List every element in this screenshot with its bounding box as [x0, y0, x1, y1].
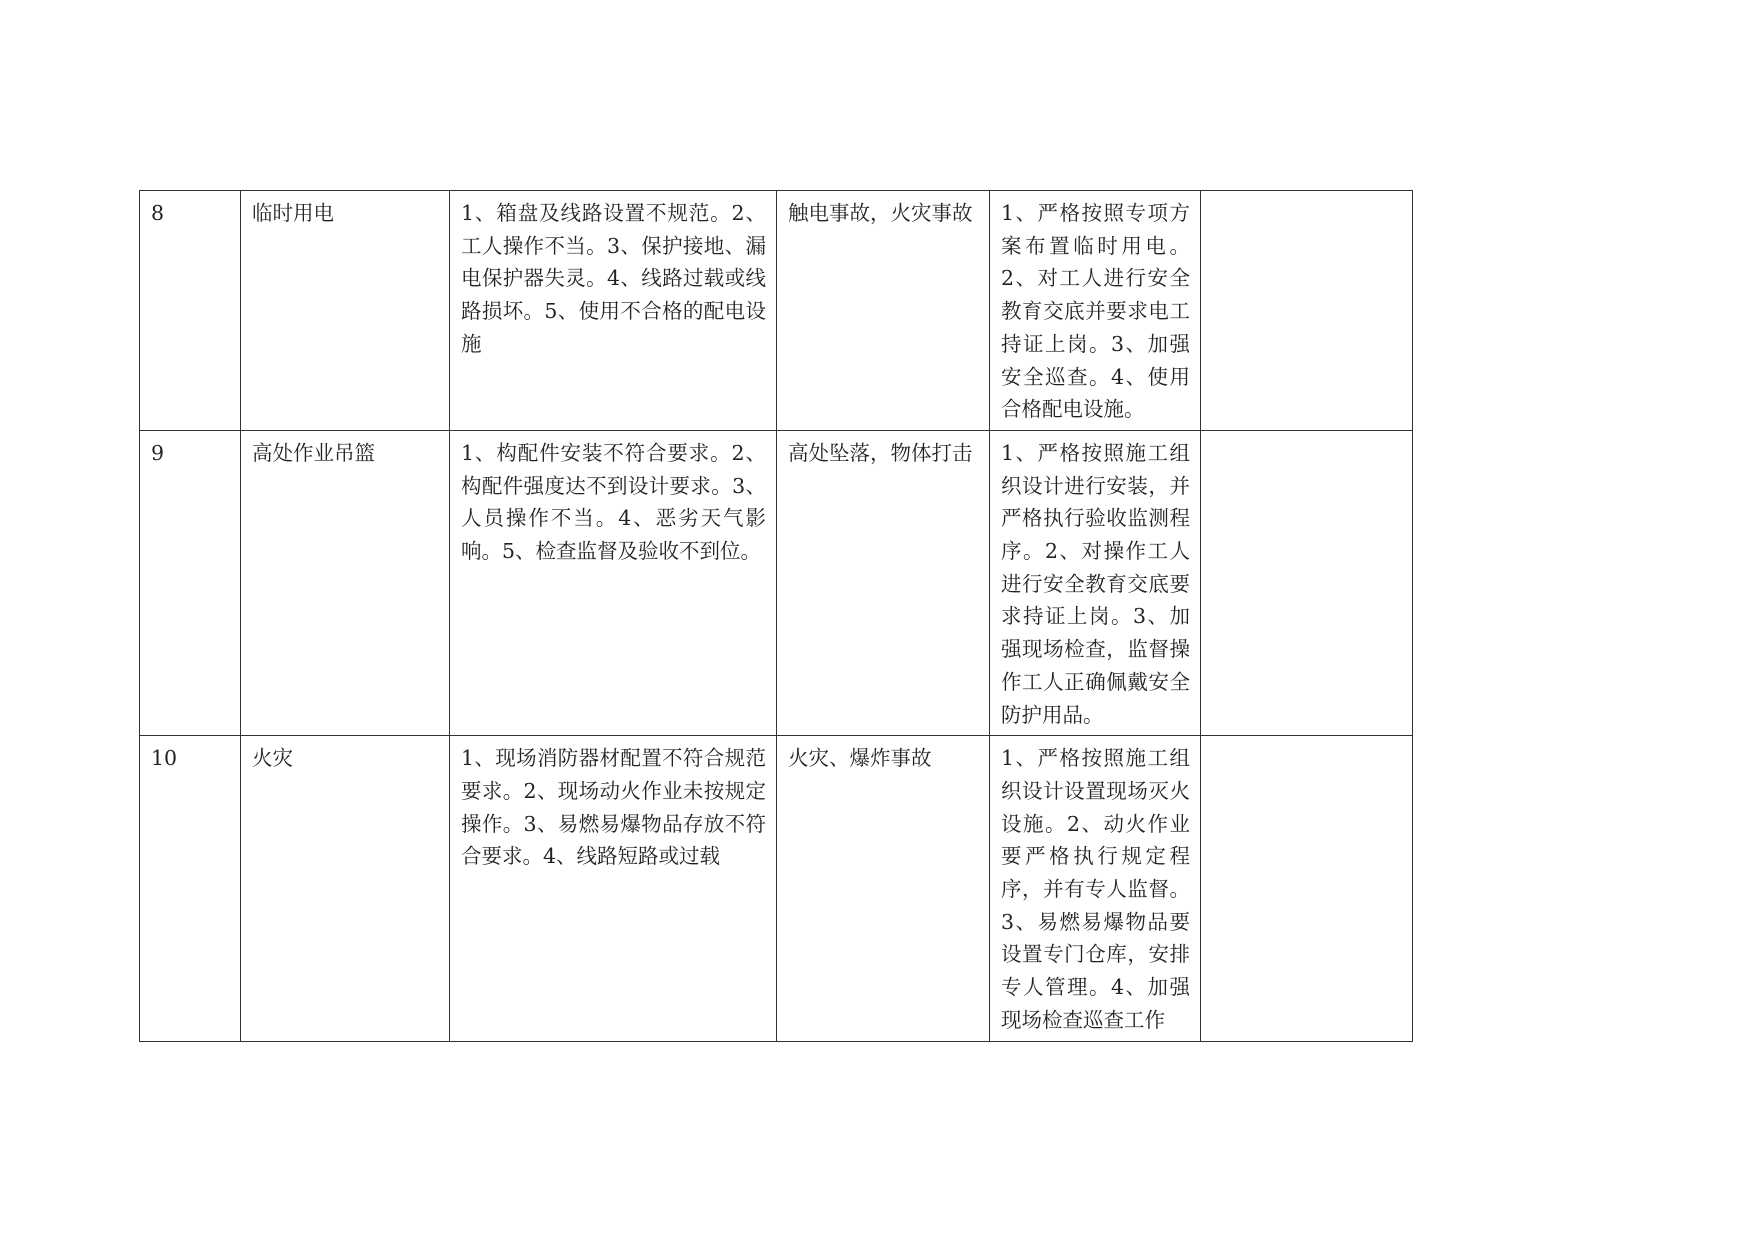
hazard-cause-cell: 1、构配件安装不符合要求。2、构配件强度达不到设计要求。3、人员操作不当。4、恶劣天气影响。5、检查监督及验收不到位。 — [450, 430, 777, 735]
control-measure-cell: 1、严格按照施工组织设计进行安装，并严格执行验收监测程序。2、对操作工人进行安全教育交底要求持证上岗。3、加强现场检查，监督操作工人正确佩戴安全防护用品。 — [990, 430, 1201, 735]
note-cell — [1201, 191, 1413, 431]
control-measure-cell: 1、严格按照施工组织设计设置现场灭火设施。2、动火作业要严格执行规定程序，并有专人监督。3、易燃易爆物品要设置专门仓库，安排专人管理。4、加强现场检查巡查工作 — [990, 736, 1201, 1041]
row-number-cell: 9 — [140, 430, 241, 735]
hazard-name-cell: 高处作业吊篮 — [241, 430, 450, 735]
hazard-name-cell: 临时用电 — [241, 191, 450, 431]
row-number-cell: 10 — [140, 736, 241, 1041]
possible-accident-cell: 高处坠落，物体打击 — [777, 430, 990, 735]
hazard-cause-cell: 1、箱盘及线路设置不规范。2、工人操作不当。3、保护接地、漏电保护器失灵。4、线路过载或线路损坏。5、使用不合格的配电设施 — [450, 191, 777, 431]
risk-table — [139, 190, 1413, 1042]
hazard-name-cell: 火灾 — [241, 736, 450, 1041]
hazard-cause-cell: 1、现场消防器材配置不符合规范要求。2、现场动火作业未按规定操作。3、易燃易爆物品存放不符合要求。4、线路短路或过载 — [450, 736, 777, 1041]
table-row — [140, 430, 1413, 735]
possible-accident-cell: 火灾、爆炸事故 — [777, 736, 990, 1041]
table-row — [140, 736, 1413, 1041]
row-number-cell: 8 — [140, 191, 241, 431]
possible-accident-cell: 触电事故，火灾事故 — [777, 191, 990, 431]
note-cell — [1201, 430, 1413, 735]
table-row — [140, 191, 1413, 431]
control-measure-cell: 1、严格按照专项方案布置临时用电。2、对工人进行安全教育交底并要求电工持证上岗。3、加强安全巡查。4、使用合格配电设施。 — [990, 191, 1201, 431]
note-cell — [1201, 736, 1413, 1041]
